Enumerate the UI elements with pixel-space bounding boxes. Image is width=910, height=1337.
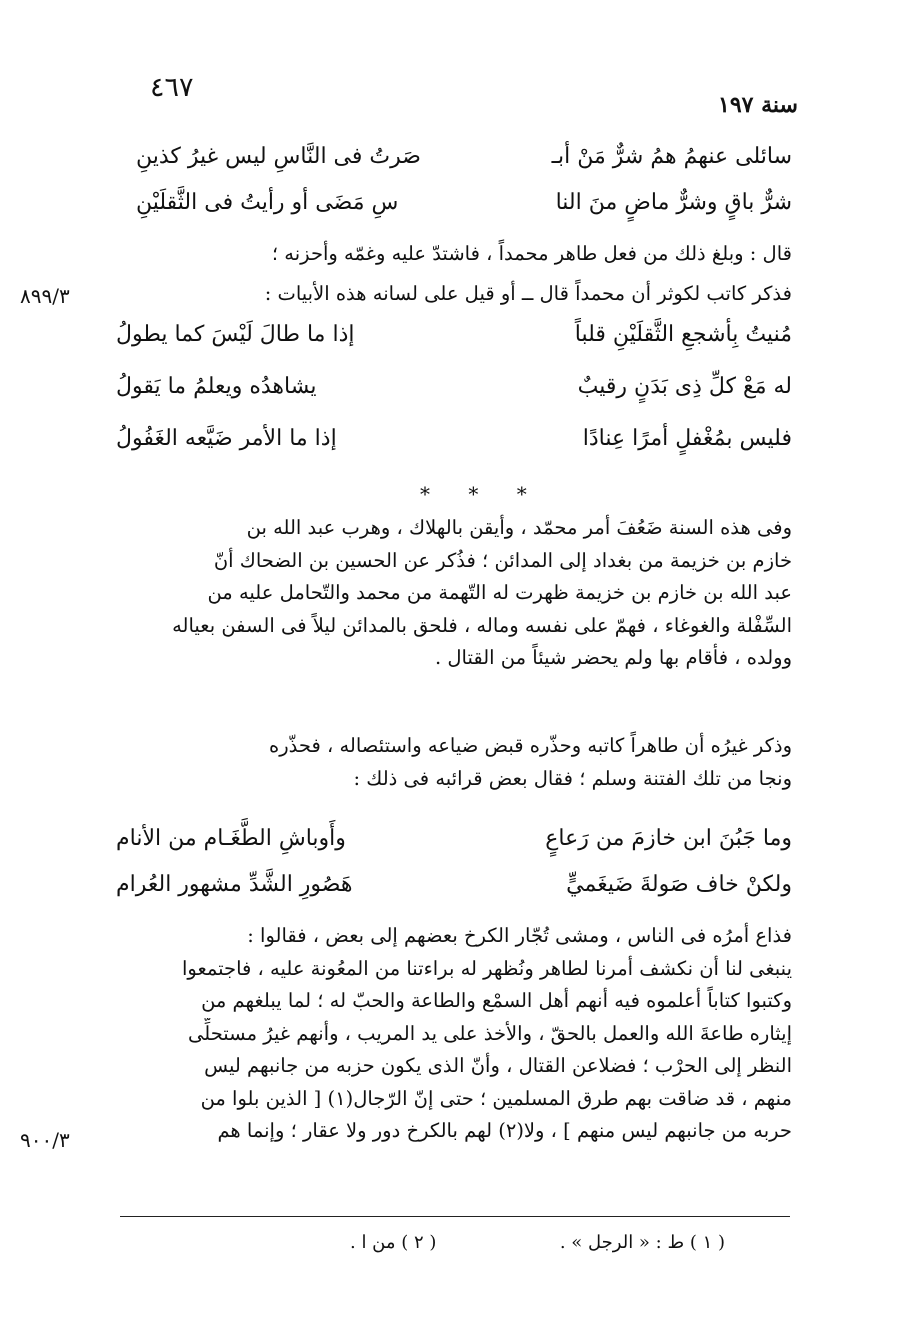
poem-block [116, 820, 792, 912]
poem-verse [116, 316, 792, 368]
text-line: إيثاره طاعةَ الله والعمل بالحقّ ، والأخذ على يد المريب ، وأنهم غيرُ مستحلِّى [188, 1021, 792, 1045]
text-line: السِّفْلة والغوغاء ، فهمّ على نفسه وماله ، فلحق بالمدائن ليلاً فى السفن بعياله [172, 613, 792, 637]
hemistich-first: ولكنْ خاف صَولةَ ضَيغَميٍّ [566, 872, 792, 897]
text-line: ونجا من تلك الفتنة وسلم ؛ فقال بعض قرائبه فى ذلك : [353, 766, 792, 790]
section-separator: * * * [420, 482, 543, 506]
text-line: منهم ، قد ضاقت بهم طرق المسلمين ؛ حتى إنّ الرّجال(١) [ الذين بلوا من [200, 1086, 792, 1110]
hemistich-second: وأَوباشِ الطَّغَـام من الأنام [116, 826, 346, 851]
footnote: ( ١ ) ط : « الرجل » . [559, 1232, 725, 1253]
text-line: وكتبوا كتاباً أعلموه فيه أنهم أهل السمْع والطاعة والحبّ له ؛ لما يبلغهم من [201, 989, 792, 1012]
hemistich-first: شرٌّ باقٍ وشرٌّ ماضٍ منَ النا [555, 190, 792, 215]
hemistich-first: له مَعْ كلِّ ذِى بَدَنٍ رقيبٌ [577, 374, 792, 399]
hemistich-first: مُنيتُ بِأشجعِ الثَّقلَيْنِ قلباً [574, 322, 792, 347]
year-heading: سنة ١٩٧ [718, 92, 798, 118]
text-line: فذاع أمرُه فى الناس ، ومشى تُجّار الكرخ بعضهم إلى بعض ، فقالوا : [247, 924, 792, 947]
margin-reference: ٨٩٩/٣ [20, 284, 70, 308]
text-line: وولده ، فأقام بها ولم يحضر شيئاً من القتال . [434, 646, 792, 669]
hemistich-second: يشاهدُه ويعلمُ ما يَقولُ [116, 374, 317, 399]
hemistich-second: إذا ما الأمر ضَيَّعه الغَفُولُ [116, 426, 337, 451]
hemistich-second: هَصُورِ الشَّدِّ مشهور العُرام [116, 872, 353, 897]
paragraph [116, 920, 792, 1148]
hemistich-second: سِ مَضَى أو رأيتُ فى الثَّقلَيْنِ [136, 190, 399, 215]
hemistich-first: سائلى عنهمُ همُ شرٌّ مَنْ أبـ [551, 144, 792, 169]
hemistich-second: إذا ما طالَ لَيْسَ كما يطولُ [116, 322, 355, 347]
text-line: خازم بن خزيمة من بغداد إلى المدائن ؛ فذُكر عن الحسين بن الضحاك أنّ [213, 548, 792, 572]
hemistich-first: وما جَبُنَ ابن خازمَ من رَعاعٍ [545, 826, 792, 851]
text-line: عبد الله بن خازم بن خزيمة ظهرت له التّهمة من محمد والتّحامل عليه من [207, 581, 792, 604]
poem-verse [116, 866, 792, 912]
hemistich-second: صَرتُ فى النَّاسِ ليس غيرُ كذينِ [136, 144, 421, 169]
footnote-divider [120, 1216, 790, 1217]
paragraph [116, 234, 792, 314]
poem-verse [116, 420, 792, 472]
poem-verse [116, 184, 792, 230]
footnote: ( ٢ ) من ا . [350, 1232, 437, 1253]
text-line: النظر إلى الحرْب ؛ فضلاعن القتال ، وأنّ الذى يكون حزبه من جانبهم ليس [204, 1054, 792, 1077]
poem-block [116, 138, 792, 230]
poem-verse [116, 138, 792, 184]
text-line: حربه من جانبهم ليس منهم ] ، ولا(٢) لهم بالكرخ دور ولا عقار ؛ وإنما هم [217, 1119, 792, 1142]
margin-reference: ٩٠٠/٣ [20, 1128, 70, 1152]
text-line: وذكر غيرُه أن طاهراً كاتبه وحذّره قبض ضياعه واستئصاله ، فحذّره [268, 734, 792, 757]
paragraph [116, 730, 792, 795]
text-line: وفى هذه السنة ضَعُفَ أمر محمّد ، وأيقن بالهلاك ، وهرب عبد الله بن [246, 516, 792, 539]
text-line: ينبغى لنا أن نكشف أمرنا لطاهر ونُظهر له براءتنا من المعُونة عليه ، فاجتمعوا [181, 956, 792, 980]
text-line: فذكر كاتب لكوثر أن محمداً قال ــ أو قيل على لسانه هذه الأبيات : [264, 282, 792, 305]
page-number: ٤٦٧ [150, 72, 194, 103]
text-line: قال : وبلغ ذلك من فعل طاهر محمداً ، فاشتدّ عليه وغمّه وأحزنه ؛ [271, 242, 792, 265]
poem-block [116, 316, 792, 472]
paragraph [116, 512, 792, 675]
hemistich-first: فليس بمُغْفلٍ أمرًا عِنادًا [582, 426, 792, 451]
poem-verse [116, 368, 792, 420]
poem-verse [116, 820, 792, 866]
